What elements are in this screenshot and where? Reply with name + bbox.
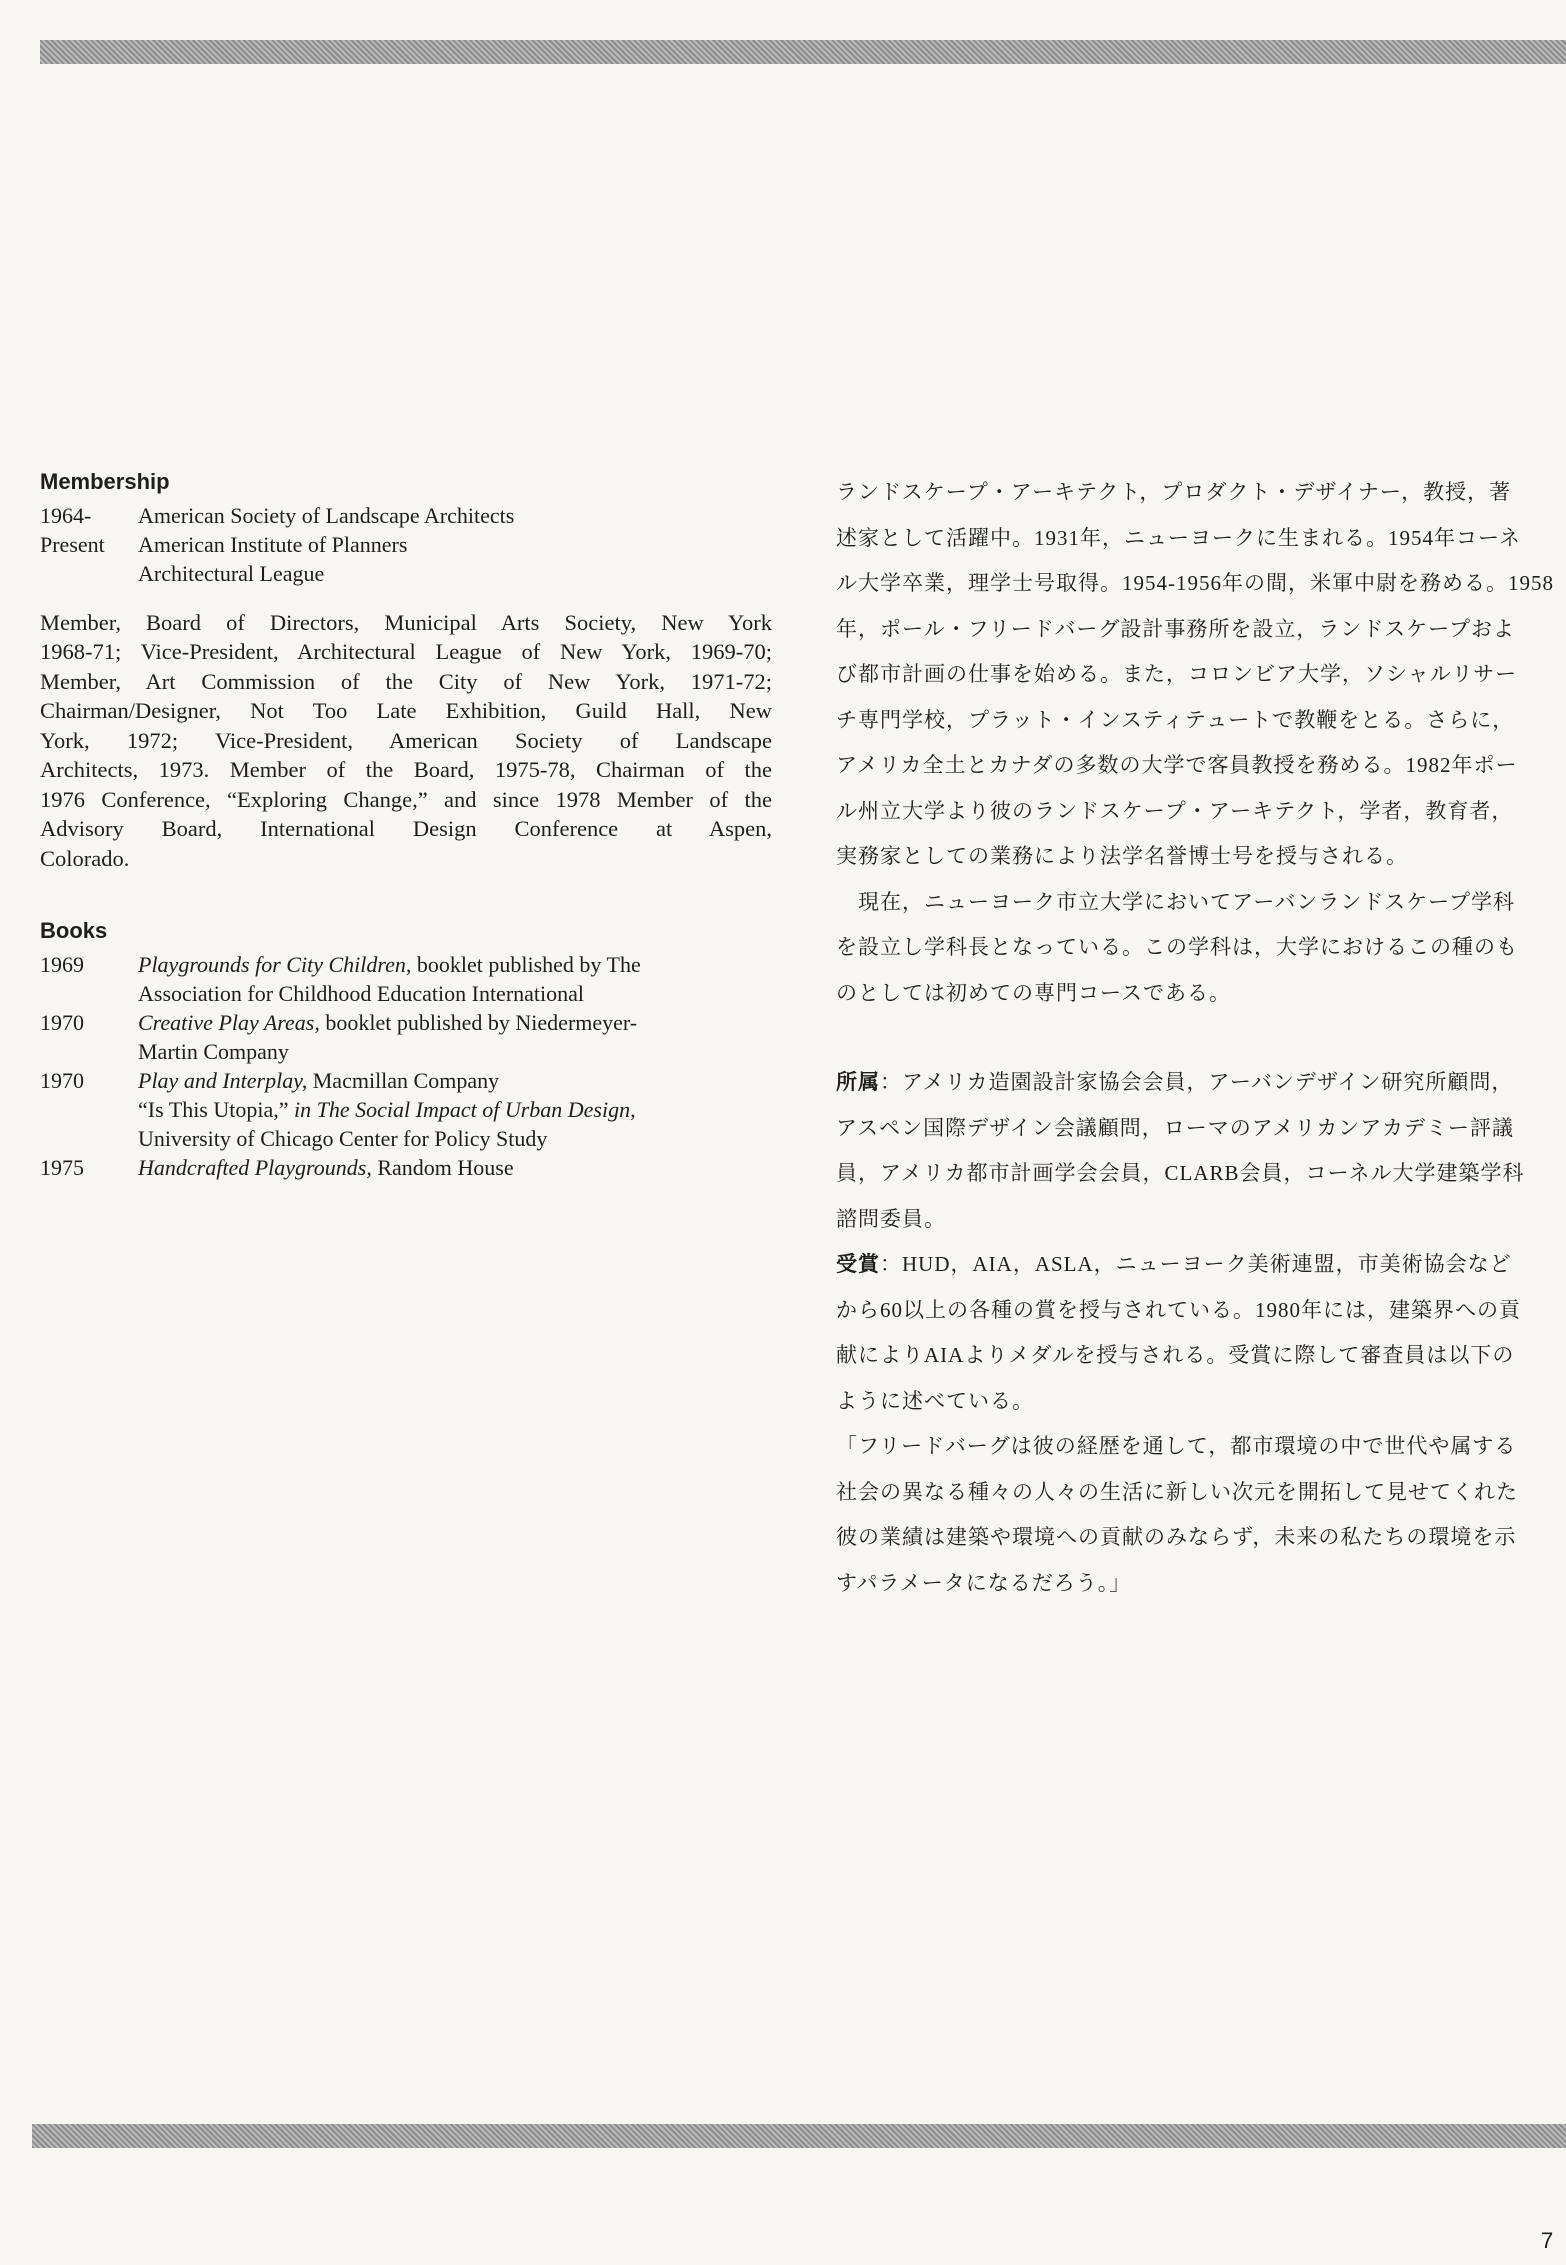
page-number: 7 bbox=[1541, 2228, 1554, 2253]
book-title: in The Social Impact of Urban Design, bbox=[288, 1096, 636, 1122]
membership-entry bbox=[40, 559, 772, 588]
note-line: Colorado. bbox=[40, 845, 130, 871]
jp-line: 述家として活躍中。1931年，ニューヨークに生まれる。1954年コーネ bbox=[836, 525, 1521, 550]
jp-line: 実務家としての業務により法学名誉博士号を授与される。 bbox=[836, 844, 1408, 868]
membership-text: Architectural League bbox=[138, 560, 325, 586]
membership-entry bbox=[40, 501, 772, 530]
book-title: Playgrounds for City Children, bbox=[138, 951, 412, 977]
jp-line: ル州立大学より彼のランドスケープ・アーキテクト，学者，教育者， bbox=[836, 798, 1514, 823]
note-line: Advisory Board, International Design Conference at Aspen, bbox=[40, 816, 772, 842]
decorative-band-top bbox=[40, 40, 1566, 64]
book-entry bbox=[40, 1008, 772, 1066]
jp-line: チ専門学校，プラット・インスティテュートで教鞭をとる。さらに， bbox=[836, 707, 1515, 732]
japanese-column bbox=[836, 470, 1566, 1606]
jp-line: 員，アメリカ都市計画学会会員，CLARB会員，コーネル大学建築学科 bbox=[836, 1161, 1525, 1185]
membership-entry bbox=[40, 530, 772, 559]
membership-list bbox=[40, 501, 772, 588]
jp-line: ランドスケープ・アーキテクト，プロダクト・デザイナー，教授，著 bbox=[836, 480, 1512, 504]
book-entry bbox=[40, 950, 772, 1008]
note-line: Chairman/Designer, Not Too Late Exhibition, Guild Hall, New bbox=[40, 698, 772, 724]
article-title: “Is This Utopia,” bbox=[138, 1096, 289, 1122]
jp-line: 社会の異なる種々の人々の生活に新しい次元を開拓して見せてくれた bbox=[836, 1479, 1518, 1504]
jp-line: アスペン国際デザイン会議顧問，ローマのアメリカンアカデミー評議 bbox=[836, 1115, 1515, 1140]
membership-year bbox=[40, 559, 138, 588]
jp-line: すパラメータになるだろう。」 bbox=[836, 1570, 1132, 1595]
membership-year: Present bbox=[40, 531, 105, 557]
jp-line: 献によりAIAよりメダルを授与される。受賞に際して審査員は以下の bbox=[836, 1343, 1515, 1367]
book-details: Random House bbox=[371, 1154, 514, 1180]
book-year: 1970 bbox=[40, 1067, 84, 1093]
book-details-line2: Martin Company bbox=[138, 1038, 289, 1064]
jp-line: 「フリードバーグは彼の経歴を通して，都市環境の中で世代や属する bbox=[836, 1434, 1517, 1458]
jp-line: ：HUD，AIA，ASLA，ニューヨーク美術連盟，市美術協会など bbox=[880, 1252, 1512, 1276]
left-column bbox=[40, 468, 772, 1182]
note-line: York, 1972; Vice-President, American Society of Landscape bbox=[40, 727, 772, 753]
note-line: Architects, 1973. Member of the Board, 1975-78, Chairman of the bbox=[40, 757, 772, 783]
note-line: 1976 Conference, “Exploring Change,” and since 1978 Member of the bbox=[40, 786, 772, 812]
book-year: 1969 bbox=[40, 951, 84, 977]
jp-line: ル大学卒業，理学士号取得。1954-1956年の間，米軍中尉を務める。1958 bbox=[836, 571, 1554, 595]
book-details: Macmillan Company bbox=[307, 1067, 500, 1093]
book-entry bbox=[40, 1095, 772, 1153]
book-entry bbox=[40, 1153, 772, 1182]
jp-awards bbox=[836, 1242, 1566, 1606]
jp-affiliation bbox=[836, 1060, 1566, 1242]
decorative-band-bottom bbox=[32, 2124, 1566, 2148]
jp-line: ：アメリカ造園設計家協会会員，アーバンデザイン研究所顧問， bbox=[880, 1070, 1514, 1094]
membership-heading: Membership bbox=[40, 469, 170, 494]
jp-line: 諮問委員。 bbox=[836, 1206, 946, 1231]
book-year: 1970 bbox=[40, 1009, 84, 1035]
awards-label: 受賞 bbox=[836, 1252, 880, 1276]
jp-bio bbox=[836, 470, 1566, 880]
membership-year: 1964- bbox=[40, 502, 92, 528]
jp-line: アメリカ全土とカナダの多数の大学で客員教授を務める。1982年ポー bbox=[836, 753, 1518, 777]
book-year bbox=[40, 1095, 138, 1153]
note-line: Member, Board of Directors, Municipal Arts Society, New York bbox=[40, 609, 772, 635]
jp-line: び都市計画の仕事を始める。また，コロンビア大学，ソシャルリサー bbox=[836, 662, 1518, 686]
book-title: Creative Play Areas, bbox=[138, 1009, 320, 1035]
book-title: Handcrafted Playgrounds, bbox=[138, 1154, 372, 1180]
affiliation-label: 所属 bbox=[836, 1070, 880, 1094]
book-year: 1975 bbox=[40, 1154, 84, 1180]
books-heading: Books bbox=[40, 918, 108, 944]
jp-line: のとしては初めての専門コースである。 bbox=[836, 980, 1231, 1005]
book-details: booklet published by The bbox=[411, 951, 641, 977]
jp-line: から60以上の各種の賞を授与されている。1980年には，建築界への貢 bbox=[836, 1297, 1521, 1322]
book-entry bbox=[40, 1066, 772, 1095]
note-line: Member, Art Commission of the City of New York, 1971-72; bbox=[40, 668, 772, 694]
membership-text: American Society of Landscape Architects bbox=[138, 502, 515, 528]
book-details: booklet published by Niedermeyer- bbox=[319, 1009, 638, 1035]
note-line: 1968-71; Vice-President, Architectural League of New York, 1969-70; bbox=[40, 639, 772, 665]
membership-notes bbox=[40, 608, 772, 874]
book-details-line2: Association for Childhood Education International bbox=[138, 980, 585, 1006]
jp-line: 現在，ニューヨーク市立大学においてアーバンランドスケープ学科 bbox=[858, 889, 1516, 914]
book-title: Play and Interplay, bbox=[138, 1067, 308, 1093]
jp-line: 年，ポール・フリードバーグ設計事務所を設立，ランドスケープおよ bbox=[836, 616, 1516, 641]
jp-line: を設立し学科長となっている。この学科は，大学におけるこの種のも bbox=[836, 935, 1518, 959]
membership-text: American Institute of Planners bbox=[138, 531, 408, 557]
book-details-line2: University of Chicago Center for Policy Study bbox=[138, 1125, 548, 1151]
jp-line: ように述べている。 bbox=[836, 1388, 1034, 1413]
jp-line: 彼の業績は建築や環境への貢献のみならず，未来の私たちの環境を示 bbox=[836, 1525, 1517, 1549]
jp-current bbox=[836, 880, 1566, 1017]
books-list bbox=[40, 950, 772, 1182]
